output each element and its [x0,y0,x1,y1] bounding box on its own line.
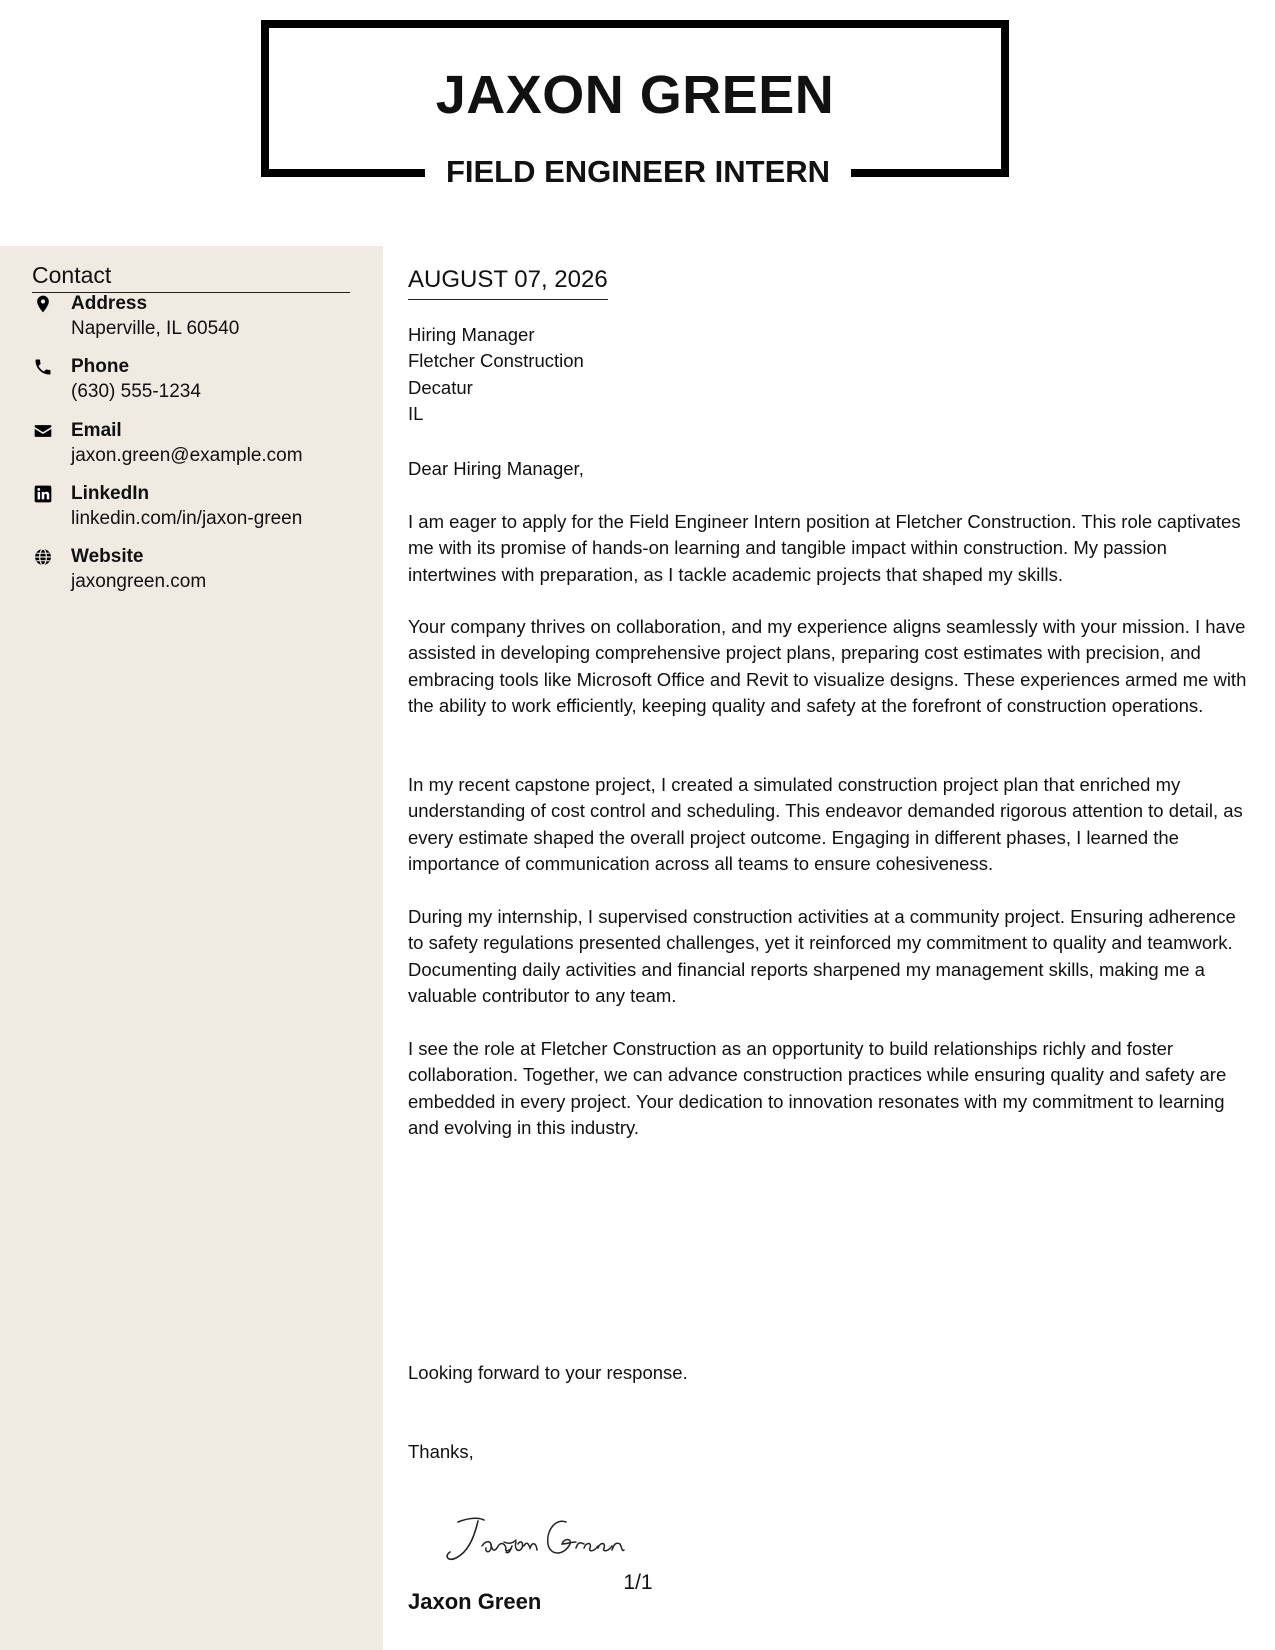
contact-item-phone [32,354,362,410]
handwritten-signature [438,1508,658,1568]
body-paragraph: I am eager to apply for the Field Engineer Intern position at Fletcher Construction. This role captivates me with its promise of hands-on learning and tangible impact within construction. My passion intertwines with preparation, as I tackle academic projects that shaped my skills. [408,511,1241,585]
contact-item-address [32,291,362,347]
contact-label: Website [71,546,144,567]
contact-value: Naperville, IL 60540 [71,318,240,339]
closing-line: Looking forward to your response. [408,1362,688,1383]
header [0,0,1275,246]
letter-date: AUGUST 07, 2026 [408,264,608,300]
body-paragraph: I see the role at Fletcher Construction as an opportunity to build relationships richly and foster collaboration. Together, we can advance construction practices while ensuring quality and safety are embedded in every project. Your dedication to innovation resonates with my commitment to learning and evolving in this industry. [408,1038,1227,1138]
map-pin-icon [32,293,54,315]
contact-label: LinkedIn [71,483,150,504]
contact-item-website [32,544,362,600]
page-number: 1/1 [623,1571,653,1594]
contact-item-linkedin [32,481,362,537]
recipient-block [408,322,584,427]
candidate-name: JAXON GREEN [435,65,835,125]
signer-name: Jaxon Green [408,1589,542,1614]
salutation: Dear Hiring Manager, [408,458,584,479]
linkedin-icon [32,483,54,505]
contact-label: Address [71,293,148,314]
contact-label: Phone [71,356,130,377]
contact-value: (630) 555-1234 [71,381,201,402]
phone-icon [32,356,54,378]
frame-bottom-left [261,169,425,177]
sidebar [0,246,383,1650]
frame-bottom-right [851,169,1009,177]
recipient-line: Hiring Manager [408,324,535,345]
body-paragraph: In my recent capstone project, I created a simulated construction project plan that enriched my understanding of cost control and scheduling. This endeavor demanded rigorous attention to detail, as every estimate shaped the overall project outcome. Engaging in different phases, I learned the importance of communication across all teams to ensure cohesiveness. [408,774,1243,874]
body-paragraph: Your company thrives on collaboration, and my experience aligns seamlessly with your mission. I have assisted in developing comprehensive project plans, preparing cost estimates with precision, and embracing tools like Microsoft Office and Revit to visualize designs. These experiences armed me with the ability to work efficiently, keeping quality and safety at the forefront of construction operations. [408,616,1247,716]
contact-item-email [32,418,362,474]
job-title: FIELD ENGINEER INTERN [445,154,831,189]
contact-label: Email [71,420,122,441]
envelope-icon [32,420,54,442]
contact-value: jaxongreen.com [71,571,207,592]
recipient-line: Decatur [408,376,473,398]
signoff: Thanks, [408,1441,474,1462]
contact-heading: Contact [32,260,350,293]
contact-value: linkedin.com/in/jaxon-green [71,508,303,529]
contact-value: jaxon.green@example.com [71,445,303,466]
globe-icon [32,546,54,568]
recipient-line: Fletcher Construction [408,350,584,372]
recipient-line: IL [408,402,424,424]
body-paragraph: During my internship, I supervised construction activities at a community project. Ensuring adherence to safety regulations presented challenges, yet it reinforced my commitment to quality and teamwork. Documenting daily activities and financial reports sharpened my management skills, making me a valuable contributor to any team. [408,906,1236,1006]
